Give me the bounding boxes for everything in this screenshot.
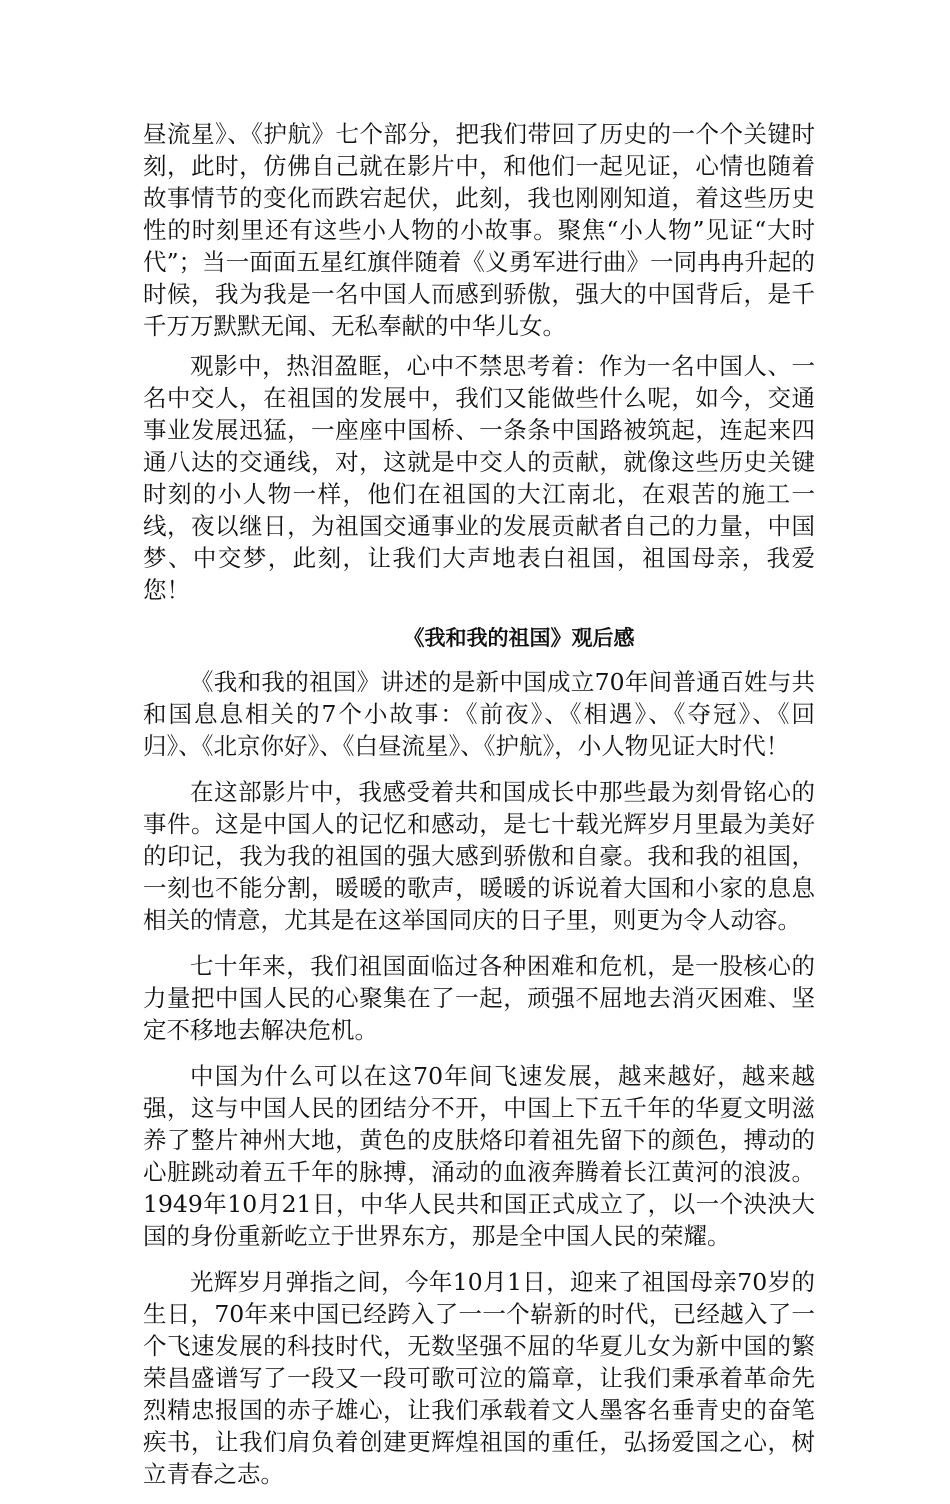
paragraph-continuation: 昼流星》、《护航》七个部分，把我们带回了历史的一个个关键时刻，此时，仿佛自己就在影片中，和他们一起见证，心情也随着故事情节的变化而跌宕起伏，此刻，我也刚刚知道，着这些历史性的时刻里还有这些小人物的小故事。聚焦“小人物”见证“大时代”；当一面面五星红旗伴随着《义勇军进行曲》一同冉冉升起的时候，我为我是一名中国人而感到骄傲，强大的中国背后，是千千万万默默无闻、无私奉献的中华儿女。 <box>143 120 815 340</box>
paragraph-development: 中国为什么可以在这70年间飞速发展，越来越好，越来越强，这与中国人民的团结分不开，中国上下五千年的华夏文明滋养了整片神州大地，黄色的皮肤烙印着祖先留下的颜色，搏动的心脏跳动着五千年的脉搏，涌动的血液奔腾着长江黄河的浪波。1949年10月21日，中华人民共和国正式成立了，以一个泱泱大国的身份重新屹立于世界东方，那是全中国人民的荣耀。 <box>143 1062 815 1250</box>
section-title: 《我和我的祖国》观后感 <box>403 626 635 650</box>
paragraph-reflection: 观影中，热泪盈眶，心中不禁思考着：作为一名中国人、一名中交人，在祖国的发展中，我们又能做些什么呢，如今，交通事业发展迅猛，一座座中国桥、一条条中国路被筑起，连起来四通八达的交通线，对，这就是中交人的贡献，就像这些历史关键时刻的小人物一样，他们在祖国的大江南北，在艰苦的施工一线，夜以继日，为祖国交通事业的发展贡献者自己的力量，中国梦、中交梦，此刻，让我们大声地表白祖国，祖国母亲，我爱您！ <box>143 352 815 604</box>
paragraph-memory: 在这部影片中，我感受着共和国成长中那些最为刻骨铭心的事件。这是中国人的记忆和感动，是七十载光辉岁月里最为美好的印记，我为我的祖国的强大感到骄傲和自豪。我和我的祖国，一刻也不能分割，暖暖的歌声，暖暖的诉说着大国和小家的息息相关的情意，尤其是在这举国同庆的日子里，则更为令人动容。 <box>143 778 815 934</box>
paragraph-intro: 《我和我的祖国》讲述的是新中国成立70年间普通百姓与共和国息息相关的7个小故事：《前夜》、《相遇》、《夺冠》、《回归》、《北京你好》、《白昼流星》、《护航》，小人物见证大时代！ <box>143 668 815 760</box>
paragraph-crisis: 七十年来，我们祖国面临过各种困难和危机，是一股核心的力量把中国人民的心聚集在了一起，顽强不屈地去消灭困难、坚定不移地去解决危机。 <box>143 952 815 1044</box>
paragraph-anniversary: 光辉岁月弹指之间，今年10月1日，迎来了祖国母亲70岁的生日，70年来中国已经跨入了一一个崭新的时代，已经越入了一个飞速发展的科技时代，无数坚强不屈的华夏儿女为新中国的繁荣昌盛谱写了一段又一段可歌可泣的篇章，让我们秉承着革命先烈精忠报国的赤子雄心，让我们承载着文人墨客名垂青史的奋笔疾书，让我们肩负着创建更辉煌祖国的重任，弘扬爱国之心，树立青春之志。 <box>143 1268 815 1488</box>
document-body <box>143 118 815 1504</box>
